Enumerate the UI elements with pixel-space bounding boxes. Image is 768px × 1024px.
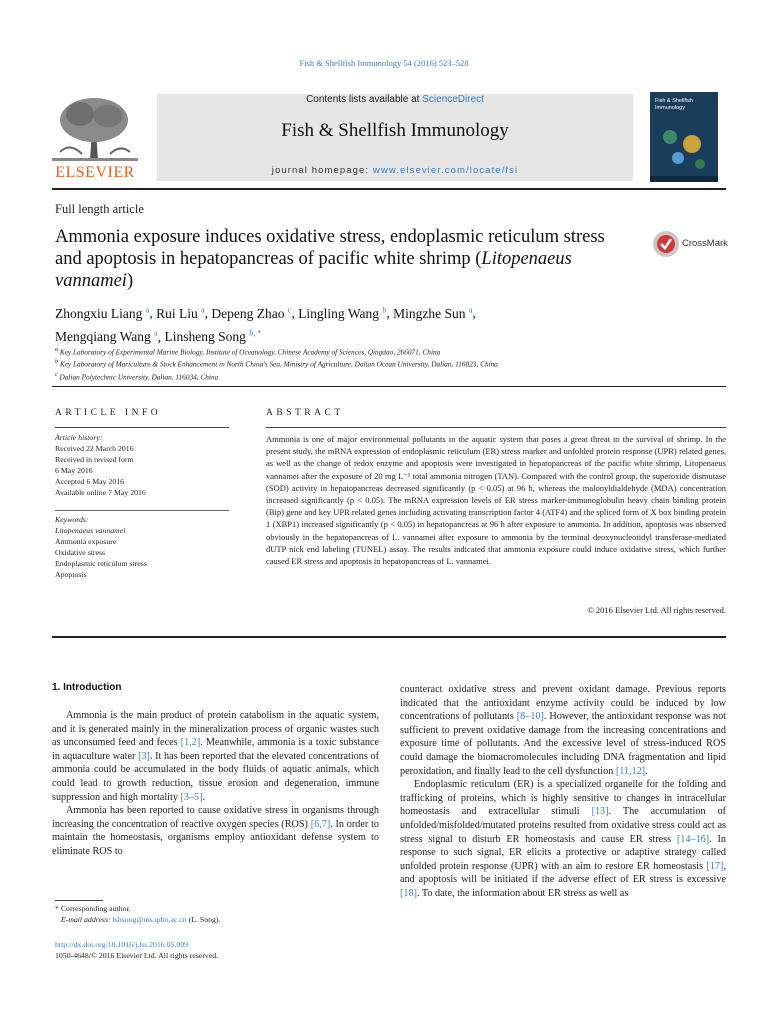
footnote	[55, 904, 375, 925]
affiliation: $^a$ Key Laboratory of Experimental Marine Biology, Institute of Oceanology, Chinese Academy of Sciences, Qingdao, 266071, China	[55, 347, 441, 357]
journal-homepage	[157, 165, 633, 176]
affiliations	[55, 345, 715, 382]
author[interactable]: Depeng Zhao $^c$	[211, 305, 292, 321]
article-info-heading: ARTICLE INFO	[55, 408, 162, 418]
body-column-left	[52, 709, 379, 859]
history-item: Available online 7 May 2016	[55, 488, 146, 497]
abstract-text: Ammonia is one of major environmental pollutants in the aquatic system that poses a great threat to the survival of shrimp. In the present study, the mRNA expression of endoplasmic reticulum (ER) stress marker and unfolded protein response (UPR) related genes, as well as the change of redox enzyme and apoptosis were investigated in hepatopancreas of the pacific white shrimp, Litopenaeus vannamei after the exposure of 20 mg L⁻¹ total ammonia nitrogen (TAN). Compared with the control group, the superoxide dismutase (SOD) activity in hepatopancreas decreased significantly (p < 0.05) at 96 h, whereas the malonyldialdehyde (MDA) concentration increased significantly (p < 0.05). The mRNA expression levels of ER stress marker-immunoglobulin heavy chain binding protein (Bip) gene and key UPR related genes including activating transcription factor 4 (ATF4) and the spliced form of X box binding protein 1 (XBP1) increased significantly (p < 0.05) in hepatopancreas at 96 h after exposure to ammonia. In addition, apoptosis was observed obviously in the hepatopancreas of L. vannamei after exposure to ammonia by the terminal deoxynucleotidyl transferase-mediated dUTP nick end labeling (TUNEL) assay. The results indicated that ammonia exposure could induce oxidative stress, which further caused ER stress and apoptosis in hepatopancreas of L. vannamei.	[266, 434, 726, 567]
citation-link[interactable]: [17]	[706, 860, 724, 872]
cover-title: Fish & Shellfish Immunology	[655, 98, 693, 111]
paragraph: Ammonia is the main product of protein catabolism in the aquatic system, and it is generated mainly in the mineralization process of organic wastes such as unconsumed feed and feces [1,2]. Meanwhile, ammonia is a toxic substance in aquaculture water [3]. It has been reported that the elevated concentrations of ammonia could be accumulated in the body fluids of aquatic animals, which could lead to growth reduction, tissue erosion and degeneration, immune suppression and high mortality [3–5].	[52, 710, 379, 803]
keywords	[55, 514, 235, 580]
title-close: )	[126, 271, 134, 291]
journal-title: Fish & Shellfish Immunology	[281, 120, 509, 141]
author[interactable]: Zhongxiu Liang $^a$	[55, 305, 150, 321]
keywords-rule	[55, 510, 229, 511]
keyword[interactable]: Oxidative stress	[55, 548, 106, 557]
author[interactable]: Mengqiang Wang $^a$	[55, 328, 158, 344]
publisher-name: ELSEVIER	[55, 164, 135, 181]
author[interactable]: Mingzhe Sun $^a$	[393, 305, 473, 321]
abstract-copyright: © 2016 Elsevier Ltd. All rights reserved.	[587, 605, 726, 615]
history-item: 6 May 2016	[55, 466, 93, 475]
citation-link[interactable]: [3–5]	[180, 791, 203, 803]
keywords-label: Keywords:	[55, 515, 89, 524]
citation-link[interactable]: [13]	[591, 806, 609, 818]
contents-line	[157, 94, 633, 105]
crossmark-label[interactable]: CrossMark	[682, 238, 728, 249]
affiliation: $^b$ Key Laboratory of Mariculture & Stock Enhancement in North China's Sea, Ministry of Agriculture, Dalian Ocean University, Dalian, 116023, China	[55, 359, 498, 369]
paragraph: Ammonia has been reported to cause oxidative stress in organisms through increasing the concentration of reactive oxygen species (ROS) [6,7]. In order to maintain the homeostasis, organisms employ antioxidant defense system to eliminate ROS to	[52, 805, 379, 857]
footnote-rule	[55, 900, 103, 901]
history-item: Accepted 6 May 2016	[55, 477, 125, 486]
abstract-rule	[266, 427, 726, 428]
homepage-prefix: journal homepage:	[271, 165, 373, 176]
citation-link[interactable]: [3]	[138, 750, 150, 762]
email-link[interactable]: lshsong@ms.qdio.ac.cn	[112, 914, 187, 924]
article-title	[55, 226, 635, 292]
keyword[interactable]: Litopenaeus vannamei	[55, 526, 126, 535]
history-item: Received 22 March 2016	[55, 444, 134, 453]
section-heading-introduction: 1. Introduction	[52, 682, 122, 693]
homepage-link[interactable]: www.elsevier.com/locate/fsi	[372, 165, 519, 176]
keyword[interactable]: Apoptosis	[55, 570, 87, 579]
abstract-bottom-rule	[52, 636, 726, 638]
title-main: Ammonia exposure induces oxidative stress, endoplasmic reticulum stress and apoptosis in hepatopancreas of pacific white shrimp (	[55, 227, 605, 269]
paragraph: counteract oxidative stress and prevent oxidant damage. Previous reports indicated that the antioxidant enzyme activity could be induced by low concentrations of pollutants [8–10]. However, the antioxidant response was not sufficient to prevent oxidative damage from the increasing concentrations and exposure time of pollutants. And the excessive level of stress-induced ROS could damage the biomacromolecules including DNA fragmentation and lipid peroxidation, and finally lead to the cell dysfunction [11,12].	[400, 684, 727, 777]
history-label: Article history:	[55, 433, 103, 442]
article-type: Full length article	[55, 202, 144, 216]
journal-citation[interactable]: Fish & Shellfish Immunology 54 (2016) 523–528	[299, 58, 469, 68]
affiliation: $^c$ Dalian Polytechnic University, Dalian, 116034, China	[55, 371, 219, 382]
sciencedirect-link[interactable]: ScienceDirect	[422, 94, 484, 105]
citation-link[interactable]: [1,2]	[180, 737, 201, 749]
contents-prefix: Contents lists available at	[306, 94, 423, 105]
citation-link[interactable]: [8–10]	[516, 711, 544, 723]
author-list: Zhongxiu Liang $^a$, Rui Liu $^a$, Depeng Zhao $^c$, Lingling Wang $^b$, Mingzhe Sun $^a$, Mengqiang Wang $^a$, Linsheng Song $^{b, *}$	[55, 305, 476, 344]
citation-link[interactable]: [6,7]	[310, 818, 331, 830]
issn-line: 1050-4648/© 2016 Elsevier Ltd. All rights reserved.	[55, 951, 219, 960]
keyword[interactable]: Ammonia exposure	[55, 537, 117, 546]
author[interactable]: Rui Liu $^a$	[156, 305, 205, 321]
author[interactable]: Linsheng Song $^{b, *}$	[164, 328, 262, 344]
abstract-heading: ABSTRACT	[266, 408, 344, 418]
body-column-right	[400, 683, 726, 901]
history-item: Received in revised form	[55, 455, 134, 464]
corresponding-author-note: * Corresponding author.	[55, 904, 131, 913]
article-info-rule	[55, 427, 229, 428]
title-species: Litopenaeus vannamei	[55, 249, 572, 291]
doi-link[interactable]: http://dx.doi.org/10.1016/j.fsi.2016.05.009	[55, 940, 189, 949]
citation-link[interactable]: [11,12]	[615, 765, 646, 777]
header-rule	[52, 188, 726, 190]
author[interactable]: Lingling Wang $^b$	[298, 305, 387, 321]
citation-link[interactable]: [18]	[400, 887, 417, 899]
keyword[interactable]: Endoplasmic reticulum stress	[55, 559, 147, 568]
section-rule	[52, 386, 726, 387]
article-history	[55, 432, 235, 498]
citation-link[interactable]: [14–16]	[676, 833, 710, 845]
paragraph: Endoplasmic reticulum (ER) is a specialized organelle for the folding and trafficking of proteins, which is highly sensitive to changes in intracellular homeostasis and extracellular stimuli [13]. The accumulation of unfolded/misfolded/mutated proteins resulted from oxidative stress could act as stress signal to disturb ER homeostasis and cause ER stress [14–16]. In response to such signal, ER elicits a protective or adaptive strategy called unfolded protein response (UPR) with an aim to restore ER homeostasis [17], and apoptosis will be initiated if the adverse effect of ER stress is excessive [18]. To date, the information about ER stress as well as	[400, 779, 726, 899]
email-note: E-mail address: lshsong@ms.qdio.ac.cn (L. Song).	[60, 914, 221, 924]
